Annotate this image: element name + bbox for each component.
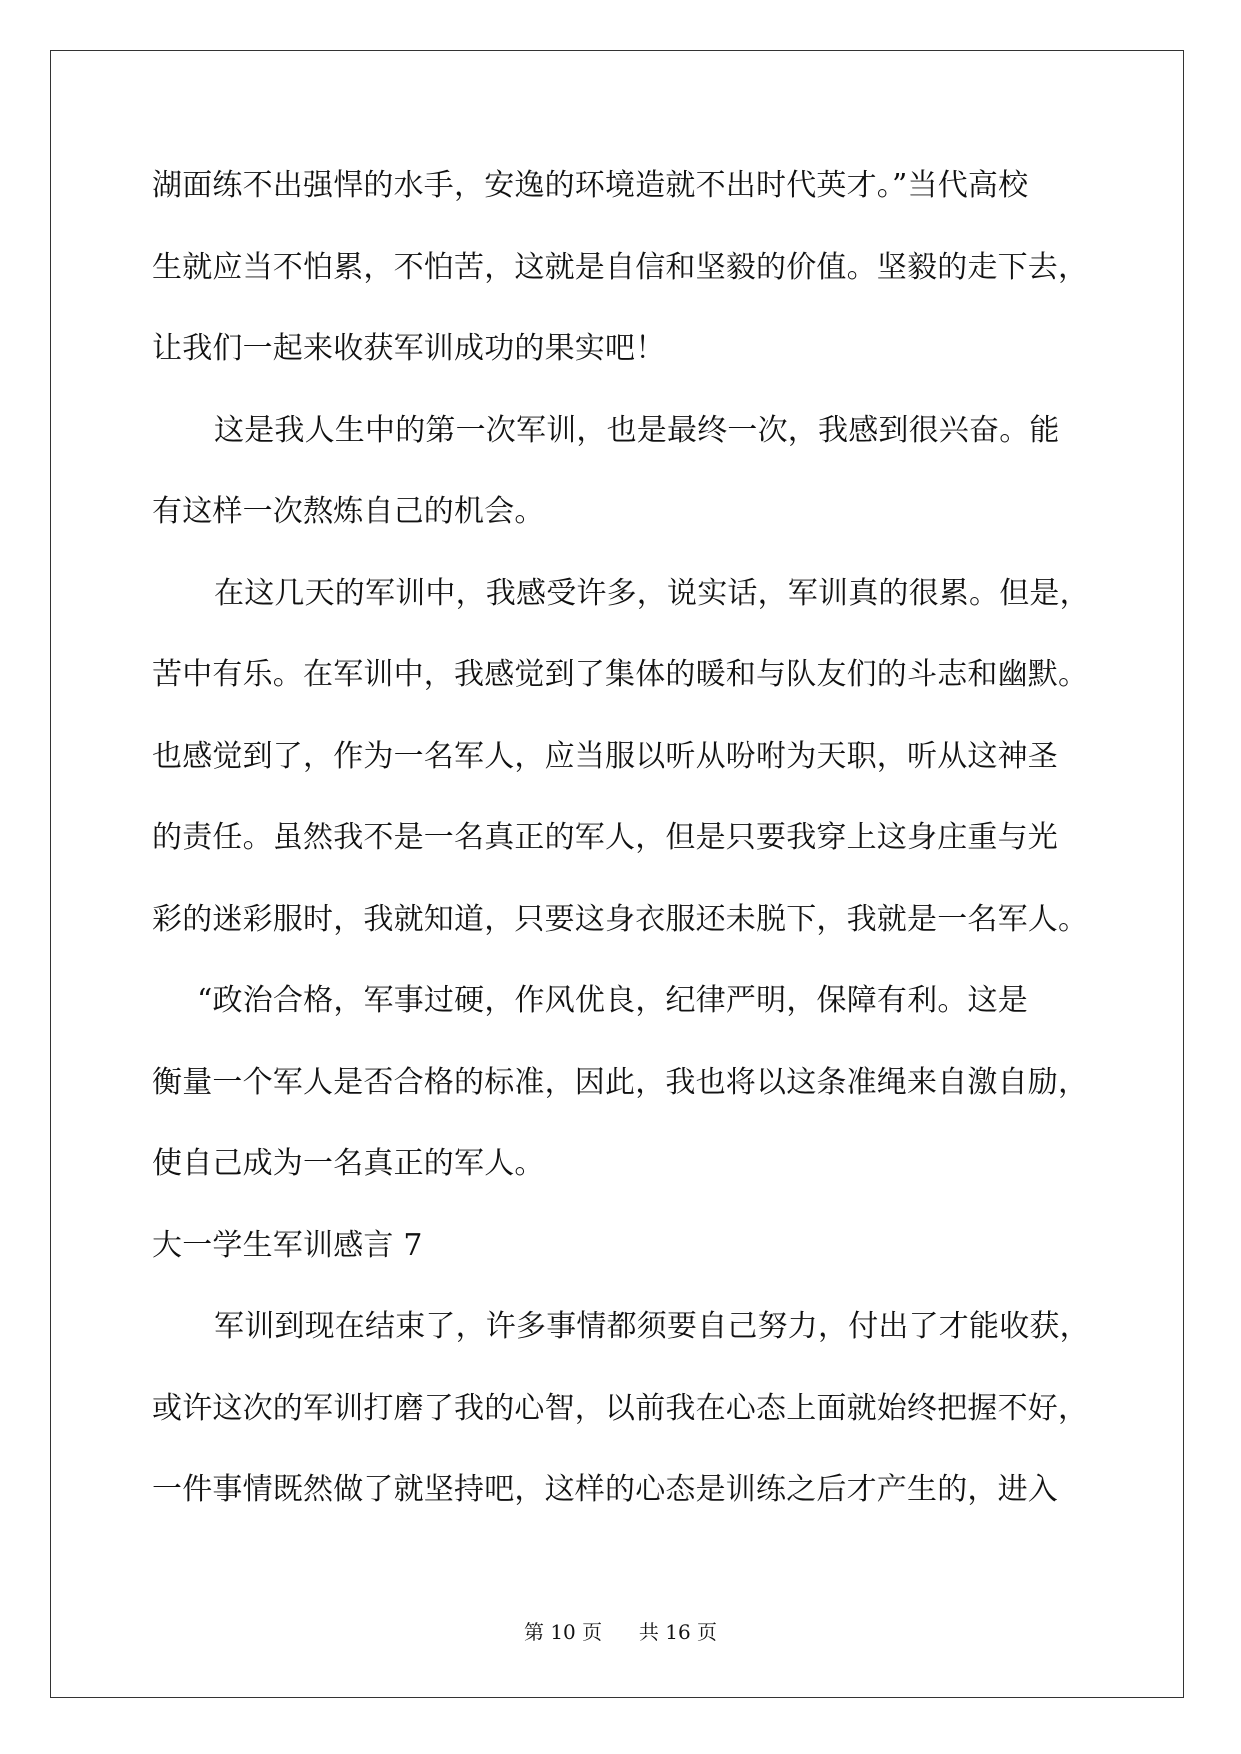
document-body: [152, 166, 1092, 1552]
page-number: 第 10 页: [523, 1620, 603, 1644]
text-line: 使自己成为一名真正的军人。: [152, 1146, 545, 1181]
text-line: 生就应当不怕累，不怕苦，这就是自信和坚毅的价值。坚毅的走下去，: [152, 249, 1089, 285]
page-footer: [0, 1620, 1241, 1644]
text-line: 彩的迷彩服时，我就知道，只要这身衣服还未脱下，我就是一名军人。: [152, 901, 1089, 937]
page-total: 共 16 页: [638, 1620, 718, 1644]
text-line: 一件事情既然做了就坚持吧，这样的心态是训练之后才产生的，进入: [152, 1472, 1058, 1507]
text-line: 的责任。虽然我不是一名真正的军人，但是只要我穿上这身庄重与光: [152, 820, 1058, 855]
section-heading: 大一学生军训感言 7: [152, 1227, 423, 1263]
text-line: 湖面练不出强悍的水手，安逸的环境造就不出时代英才。”当代高校: [152, 168, 1029, 203]
text-line: 苦中有乐。在军训中，我感觉到了集体的暖和与队友们的斗志和幽默。: [152, 657, 1089, 692]
text-line: 或许这次的军训打磨了我的心智，以前我在心态上面就始终把握不好，: [152, 1390, 1089, 1426]
paragraph-start: 在这几天的军训中，我感受许多，说实话，军训真的很累。但是，: [214, 575, 1090, 611]
paragraph-start: 这是我人生中的第一次军训，也是最终一次，我感到很兴奋。能: [214, 412, 1060, 448]
paragraph-start: 军训到现在结束了，许多事情都须要自己努力，付出了才能收获，: [214, 1309, 1090, 1344]
text-line: 也感觉到了，作为一名军人，应当服以听从吩咐为天职，听从这神圣: [152, 738, 1058, 774]
text-line: 让我们一起来收获军训成功的果实吧！: [152, 331, 666, 366]
paragraph-start: “政治合格，军事过硬，作风优良，纪律严明，保障有利。这是: [197, 983, 1028, 1018]
text-line: 有这样一次熬炼自己的机会。: [152, 494, 545, 529]
text-line: 衡量一个军人是否合格的标准，因此，我也将以这条准绳来自激自励，: [152, 1064, 1089, 1100]
